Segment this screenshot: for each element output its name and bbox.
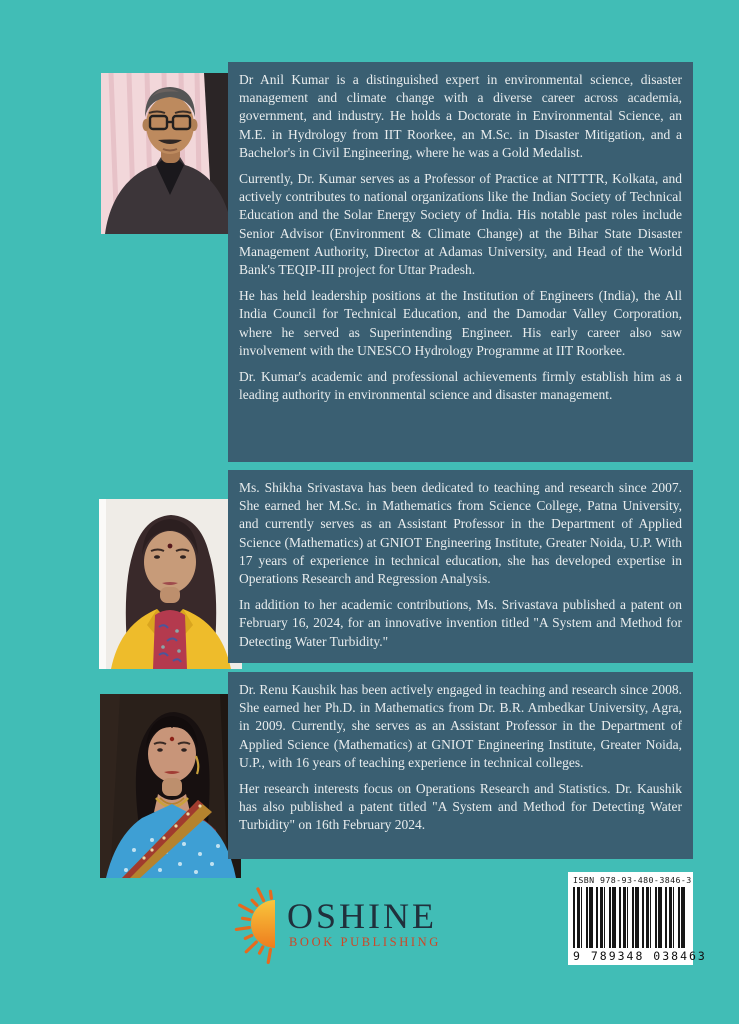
isbn-barcode bbox=[568, 872, 707, 965]
publisher-tagline: BOOK PUBLISHING bbox=[289, 935, 441, 949]
publisher-logo-text bbox=[287, 898, 441, 950]
bio-paragraph: He has held leadership positions at the Institution of Engineers (India), the All India Council for Technical Education, and the Damodar Valley Corporation, where he served as Superintending Engineer. His early career also saw involvement with the UNESCO Hydrology Programme at IIT Roorkee. bbox=[239, 288, 682, 358]
bio-panel-anil-kumar bbox=[228, 62, 693, 462]
portrait-man-illustration bbox=[101, 73, 240, 234]
bio-paragraph: Dr. Renu Kaushik has been actively engaged in teaching and research since 2008. She earned her Ph.D. in Mathematics from Dr. B.R. Ambedkar University, Agra, in 2009. Currently, she serves as an Assistant Professor in the Department of Applied Science (Mathematics) at GNIOT Engineering Institute, Greater Noida, U.P., with 16 years of teaching experience in technical colleges. bbox=[239, 682, 682, 770]
author-photo-renu-kaushik bbox=[100, 694, 241, 878]
barcode-bars bbox=[573, 887, 688, 948]
publisher-name: OSHINE bbox=[287, 896, 437, 936]
bio-paragraph: In addition to her academic contributions, Ms. Srivastava published a patent on February 16, 2024, for an innovative invention titled "A System and Method for Detecting Water Turbidity." bbox=[239, 597, 682, 649]
portrait-woman-yellow-illustration bbox=[99, 499, 242, 669]
publisher-logo bbox=[233, 884, 441, 964]
barcode-digits: 9 789348 038463 bbox=[573, 949, 707, 963]
bio-panel-shikha-srivastava bbox=[228, 470, 693, 663]
isbn-label: ISBN 978-93-480-3846-3 bbox=[573, 875, 692, 885]
bio-paragraph: Her research interests focus on Operations Research and Statistics. Dr. Kaushik has also published a patent titled "A System and Method for Detecting Water Turbidity" on 16th February 2024. bbox=[239, 781, 682, 833]
portrait-woman-sari-illustration bbox=[100, 694, 241, 878]
bio-panel-renu-kaushik bbox=[228, 672, 693, 859]
bio-paragraph: Ms. Shikha Srivastava has been dedicated to teaching and research since 2007. She earned her M.Sc. in Mathematics from Science College, Patna University, and currently serves as an Assistant Professor in the Department of Applied Science (Mathematics) at GNIOT Engineering Institute, Greater Noida, U.P. With 17 years of experience in technical education, she has developed expertise in Operations Research and Regression Analysis. bbox=[239, 480, 682, 587]
bio-paragraph: Currently, Dr. Kumar serves as a Professor of Practice at NITTTR, Kolkata, and actively contributes to national organizations like the Indian Society of Technical Education and the Solar Energy Society of India. His notable past roles include Senior Advisor (Environment & Climate Change) at the Bihar State Disaster Management Authority, Director at Adamas University, and Head of the World Bank's TEQIP-III project for Uttar Pradesh. bbox=[239, 171, 682, 278]
bio-paragraph: Dr Anil Kumar is a distinguished expert in environmental science, disaster management and climate change with a diverse career across academia, government, and industry. He holds a Doctorate in Environmental Science, an M.E. in Hydrology from IIT Roorkee, an M.Sc. in Disaster Mitigation, and a Bachelor's in Civil Engineering, where he was a Gold Medalist. bbox=[239, 72, 682, 160]
author-photo-anil-kumar bbox=[101, 73, 240, 234]
bio-paragraph: Dr. Kumar's academic and professional achievements firmly establish him as a leading authority in environmental science and disaster management. bbox=[239, 369, 682, 403]
author-photo-shikha-srivastava bbox=[99, 499, 242, 669]
